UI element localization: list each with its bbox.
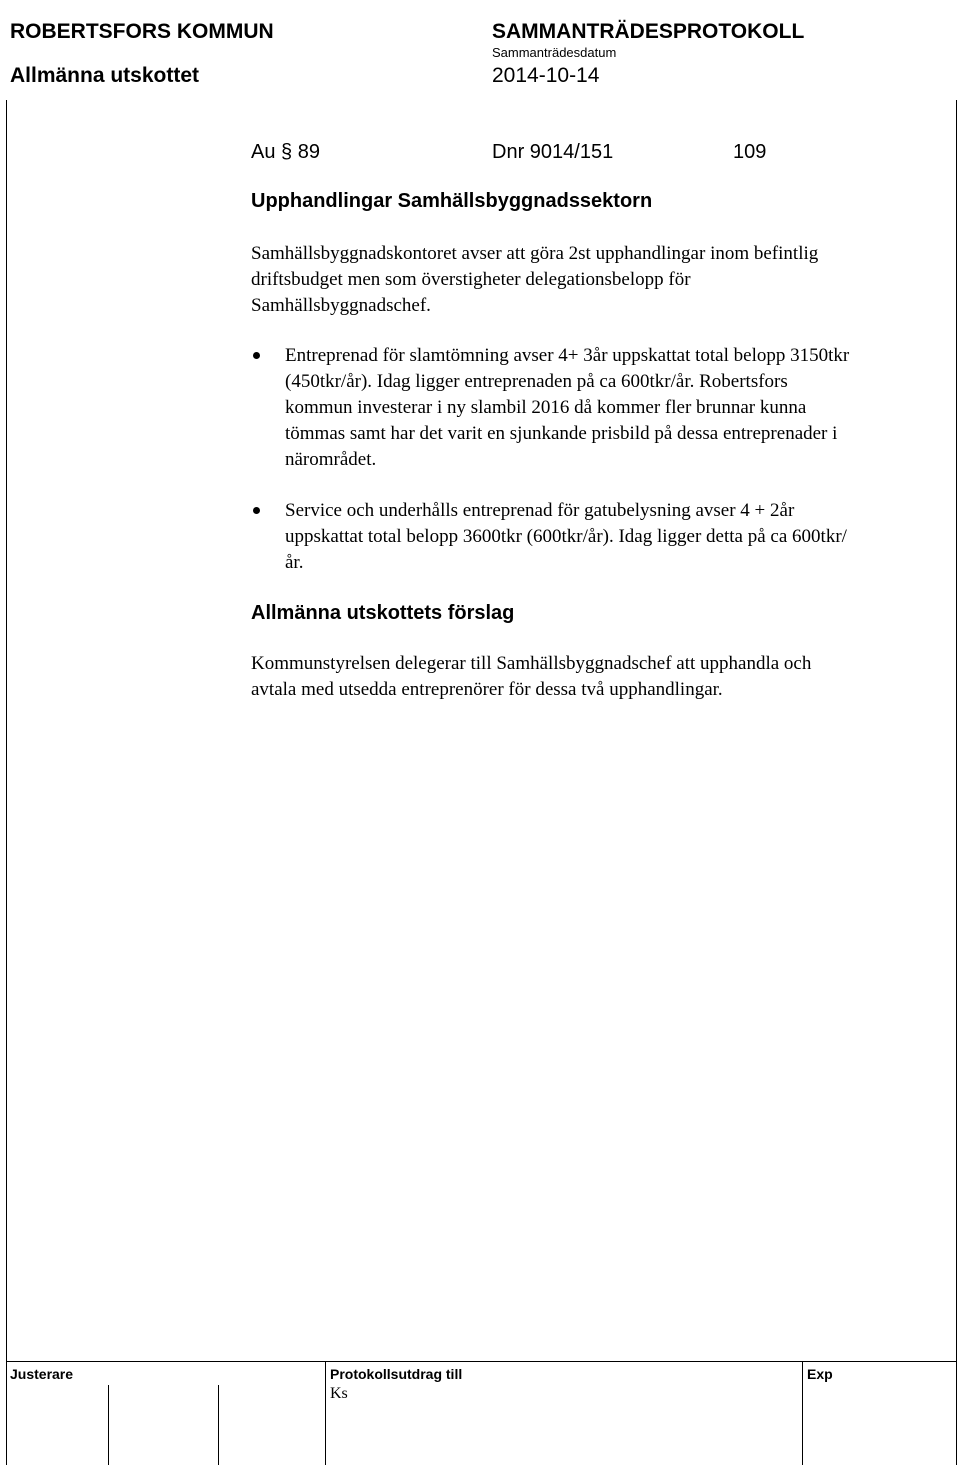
exp-label: Exp xyxy=(807,1366,833,1382)
proposal-paragraph: Kommunstyrelsen delegerar till Samhällsbyggnadschef att upphandla och avtala med utsedda entreprenörer för dessa två upphandlingar. xyxy=(251,653,812,700)
bullet-list xyxy=(251,498,851,576)
protokollsutdrag-label: Protokollsutdrag till xyxy=(330,1366,463,1382)
left-margin-line xyxy=(6,100,7,1465)
right-margin-line xyxy=(956,100,957,1465)
footer-column-divider xyxy=(325,1361,326,1465)
meeting-date: 2014-10-14 xyxy=(492,64,600,87)
page-number: 109 xyxy=(733,141,767,163)
committee-name: Allmänna utskottet xyxy=(10,64,200,87)
meeting-date-label: Sammanträdesdatum xyxy=(492,45,617,60)
intro-paragraph: Samhällsbyggnadskontoret avser att göra 2st upphandlingar inom befintlig driftsbudget men som överstigheter delegationsbelopp för Samhällsbyggnadschef. xyxy=(251,243,819,316)
signature-box-divider xyxy=(218,1385,219,1465)
bullet-icon xyxy=(253,352,260,359)
protokollsutdrag-value: Ks xyxy=(330,1385,348,1402)
list-item xyxy=(251,343,851,473)
proposal-heading: Allmänna utskottets förslag xyxy=(251,602,515,624)
diary-number: Dnr 9014/151 xyxy=(492,141,614,163)
bullet-text: Entreprenad för slamtömning avser 4+ 3år uppskattat total belopp 3150tkr (450tkr/år). Idag ligger entreprenaden på ca 600tkr/år. Robertsfors kommun investerar i ny slambil 2016 då kommer fler brunnar kunna tömmas samt har det varit en sjunkande prisbild på dessa entreprenader i närområdet. xyxy=(285,345,850,470)
footer-column-divider xyxy=(802,1361,803,1465)
footer-divider xyxy=(6,1361,957,1362)
bullet-text: Service och underhålls entreprenad för gatubelysning avser 4 + 2år uppskattat total belopp 3600tkr (600tkr/år). Idag ligger detta på ca 600tkr/år. xyxy=(285,500,847,573)
paragraph-number: Au § 89 xyxy=(251,141,320,163)
bullet-list xyxy=(251,343,851,473)
item-title: Upphandlingar Samhällsbyggnadssektorn xyxy=(251,190,653,212)
municipality-name: ROBERTSFORS KOMMUN xyxy=(10,20,274,43)
document-type: SAMMANTRÄDESPROTOKOLL xyxy=(492,20,805,43)
signature-box-divider xyxy=(108,1385,109,1465)
list-item xyxy=(251,498,851,576)
justerare-label: Justerare xyxy=(10,1366,74,1382)
bullet-icon xyxy=(253,507,260,514)
